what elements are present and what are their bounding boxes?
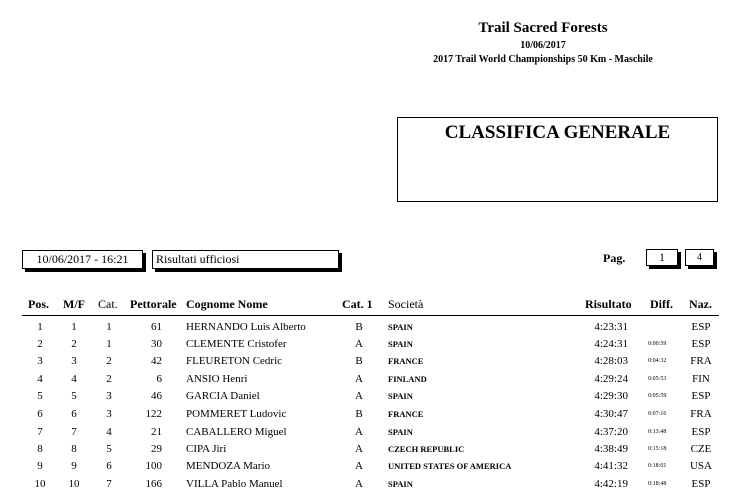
cell-club: UNITED STATES OF AMERICA (388, 461, 512, 471)
cell-nat: ESP (691, 390, 711, 402)
cell-time: 4:24:31 (594, 338, 628, 350)
cell-pos: 1 (37, 321, 43, 333)
cell-bib: 6 (156, 373, 162, 385)
cell-nat: ESP (691, 321, 711, 333)
cell-club: SPAIN (388, 322, 413, 332)
cell-cat1: A (355, 460, 363, 472)
col-time: Risultato (585, 297, 632, 311)
col-mf: M/F (63, 297, 85, 311)
cell-club: CZECH REPUBLIC (388, 444, 465, 454)
event-name: 2017 Trail World Championships 50 Km - Maschile (433, 54, 653, 65)
cell-time: 4:29:30 (594, 390, 628, 402)
cell-cat: 1 (106, 321, 112, 333)
cell-club: SPAIN (388, 427, 413, 437)
cell-pos: 10 (34, 478, 46, 490)
cell-cat: 2 (106, 355, 112, 367)
cell-name: CIPA Jiri (186, 443, 227, 455)
col-name: Cognome Nome (186, 297, 268, 311)
race-date: 10/06/2017 (520, 40, 566, 51)
table-row (0, 458, 741, 475)
cell-name: CABALLERO Miguel (186, 426, 287, 438)
cell-bib: 166 (145, 478, 162, 490)
cell-mf: 2 (71, 338, 77, 350)
cell-cat: 7 (106, 478, 112, 490)
results-status: Risultati ufficiosi (152, 250, 339, 269)
cell-cat1: A (355, 338, 363, 350)
cell-mf: 6 (71, 408, 77, 420)
cell-name: VILLA Pablo Manuel (186, 478, 283, 490)
race-title: Trail Sacred Forests (478, 20, 608, 36)
cell-pos: 9 (37, 460, 43, 472)
cell-pos: 5 (37, 390, 43, 402)
cell-name: HERNANDO Luis Alberto (186, 321, 306, 333)
cell-time: 4:23:31 (594, 321, 628, 333)
cell-name: POMMERET Ludovic (186, 408, 287, 420)
cell-cat: 3 (106, 390, 112, 402)
cell-club: FINLAND (388, 374, 427, 384)
classifica-box (397, 117, 718, 202)
col-nat: Naz. (689, 297, 712, 311)
cell-cat1: B (355, 355, 363, 367)
cell-cat: 3 (106, 408, 112, 420)
page-label: Pag. (603, 251, 626, 265)
cell-pos: 6 (37, 408, 43, 420)
cell-cat1: A (355, 373, 363, 385)
cell-cat1: B (355, 321, 363, 333)
cell-pos: 2 (37, 338, 43, 350)
cell-cat: 4 (106, 426, 112, 438)
cell-cat: 1 (106, 338, 112, 350)
table-row (0, 371, 741, 388)
cell-diff: 0:13:48 (648, 429, 667, 435)
classifica-title: CLASSIFICA GENERALE (444, 122, 671, 143)
cell-nat: ESP (691, 426, 711, 438)
table-row (0, 441, 741, 458)
cell-nat: CZE (690, 443, 712, 455)
cell-cat: 5 (106, 443, 112, 455)
header-divider (22, 315, 719, 316)
cell-mf: 3 (71, 355, 77, 367)
cell-nat: USA (689, 460, 712, 472)
cell-time: 4:37:20 (594, 426, 628, 438)
cell-bib: 30 (151, 338, 162, 350)
cell-mf: 7 (71, 426, 77, 438)
cell-name: GARCIA Daniel (186, 390, 260, 402)
cell-nat: ESP (691, 478, 711, 490)
cell-cat1: B (355, 408, 363, 420)
col-diff: Diff. (650, 297, 673, 311)
cell-bib: 21 (151, 426, 162, 438)
cell-diff: 0:07:16 (648, 411, 667, 417)
cell-club: FRANCE (388, 409, 424, 419)
table-row (0, 336, 741, 353)
page-number: 1 (646, 249, 678, 266)
cell-pos: 8 (37, 443, 43, 455)
cell-time: 4:28:03 (594, 355, 628, 367)
col-pos: Pos. (28, 297, 49, 311)
cell-mf: 9 (71, 460, 77, 472)
cell-bib: 61 (151, 321, 162, 333)
cell-club: FRANCE (388, 356, 424, 366)
cell-cat1: A (355, 426, 363, 438)
cell-diff: 0:04:32 (648, 358, 667, 364)
cell-time: 4:29:24 (594, 373, 628, 385)
table-row (0, 319, 741, 336)
cell-cat1: A (355, 390, 363, 402)
cell-time: 4:30:47 (594, 408, 628, 420)
cell-bib: 122 (145, 408, 162, 420)
cell-diff: 0:00:59 (648, 341, 667, 347)
cell-time: 4:41:32 (594, 460, 628, 472)
col-cat: Cat. (98, 297, 118, 311)
page-total: 4 (685, 249, 714, 266)
cell-mf: 10 (68, 478, 80, 490)
col-club: Società (388, 297, 424, 311)
cell-name: FLEURETON Cedric (186, 355, 283, 367)
col-bib: Pettorale (130, 297, 177, 311)
cell-bib: 46 (151, 390, 162, 402)
cell-pos: 7 (37, 426, 43, 438)
cell-diff: 0:18:48 (648, 481, 667, 487)
cell-time: 4:42:19 (594, 478, 628, 490)
cell-mf: 4 (71, 373, 77, 385)
cell-cat1: A (355, 443, 363, 455)
table-row (0, 406, 741, 423)
cell-mf: 8 (71, 443, 77, 455)
cell-cat: 6 (106, 460, 112, 472)
cell-name: ANSIO Henri (186, 373, 248, 385)
cell-bib: 100 (145, 460, 162, 472)
cell-diff: 0:05:59 (648, 393, 667, 399)
col-cat1: Cat. 1 (342, 297, 373, 311)
cell-nat: FRA (690, 355, 712, 367)
cell-pos: 3 (37, 355, 43, 367)
cell-cat: 2 (106, 373, 112, 385)
cell-diff: 0:18:01 (648, 463, 667, 469)
cell-pos: 4 (37, 373, 43, 385)
cell-bib: 29 (151, 443, 162, 455)
table-row (0, 353, 741, 370)
cell-name: MENDOZA Mario (186, 460, 271, 472)
table-row (0, 424, 741, 441)
cell-nat: FIN (692, 373, 710, 385)
cell-nat: ESP (691, 338, 711, 350)
cell-club: SPAIN (388, 479, 413, 489)
table-row (0, 388, 741, 405)
cell-bib: 42 (151, 355, 162, 367)
cell-diff: 0:05:53 (648, 376, 667, 382)
cell-time: 4:38:49 (594, 443, 628, 455)
cell-name: CLEMENTE Cristofer (186, 338, 287, 350)
table-row (0, 476, 741, 493)
cell-cat1: A (355, 478, 363, 490)
cell-club: SPAIN (388, 339, 413, 349)
cell-club: SPAIN (388, 391, 413, 401)
cell-nat: FRA (690, 408, 712, 420)
cell-mf: 5 (71, 390, 77, 402)
print-datetime: 10/06/2017 - 16:21 (22, 250, 143, 269)
cell-mf: 1 (71, 321, 77, 333)
cell-diff: 0:15:18 (648, 446, 667, 452)
